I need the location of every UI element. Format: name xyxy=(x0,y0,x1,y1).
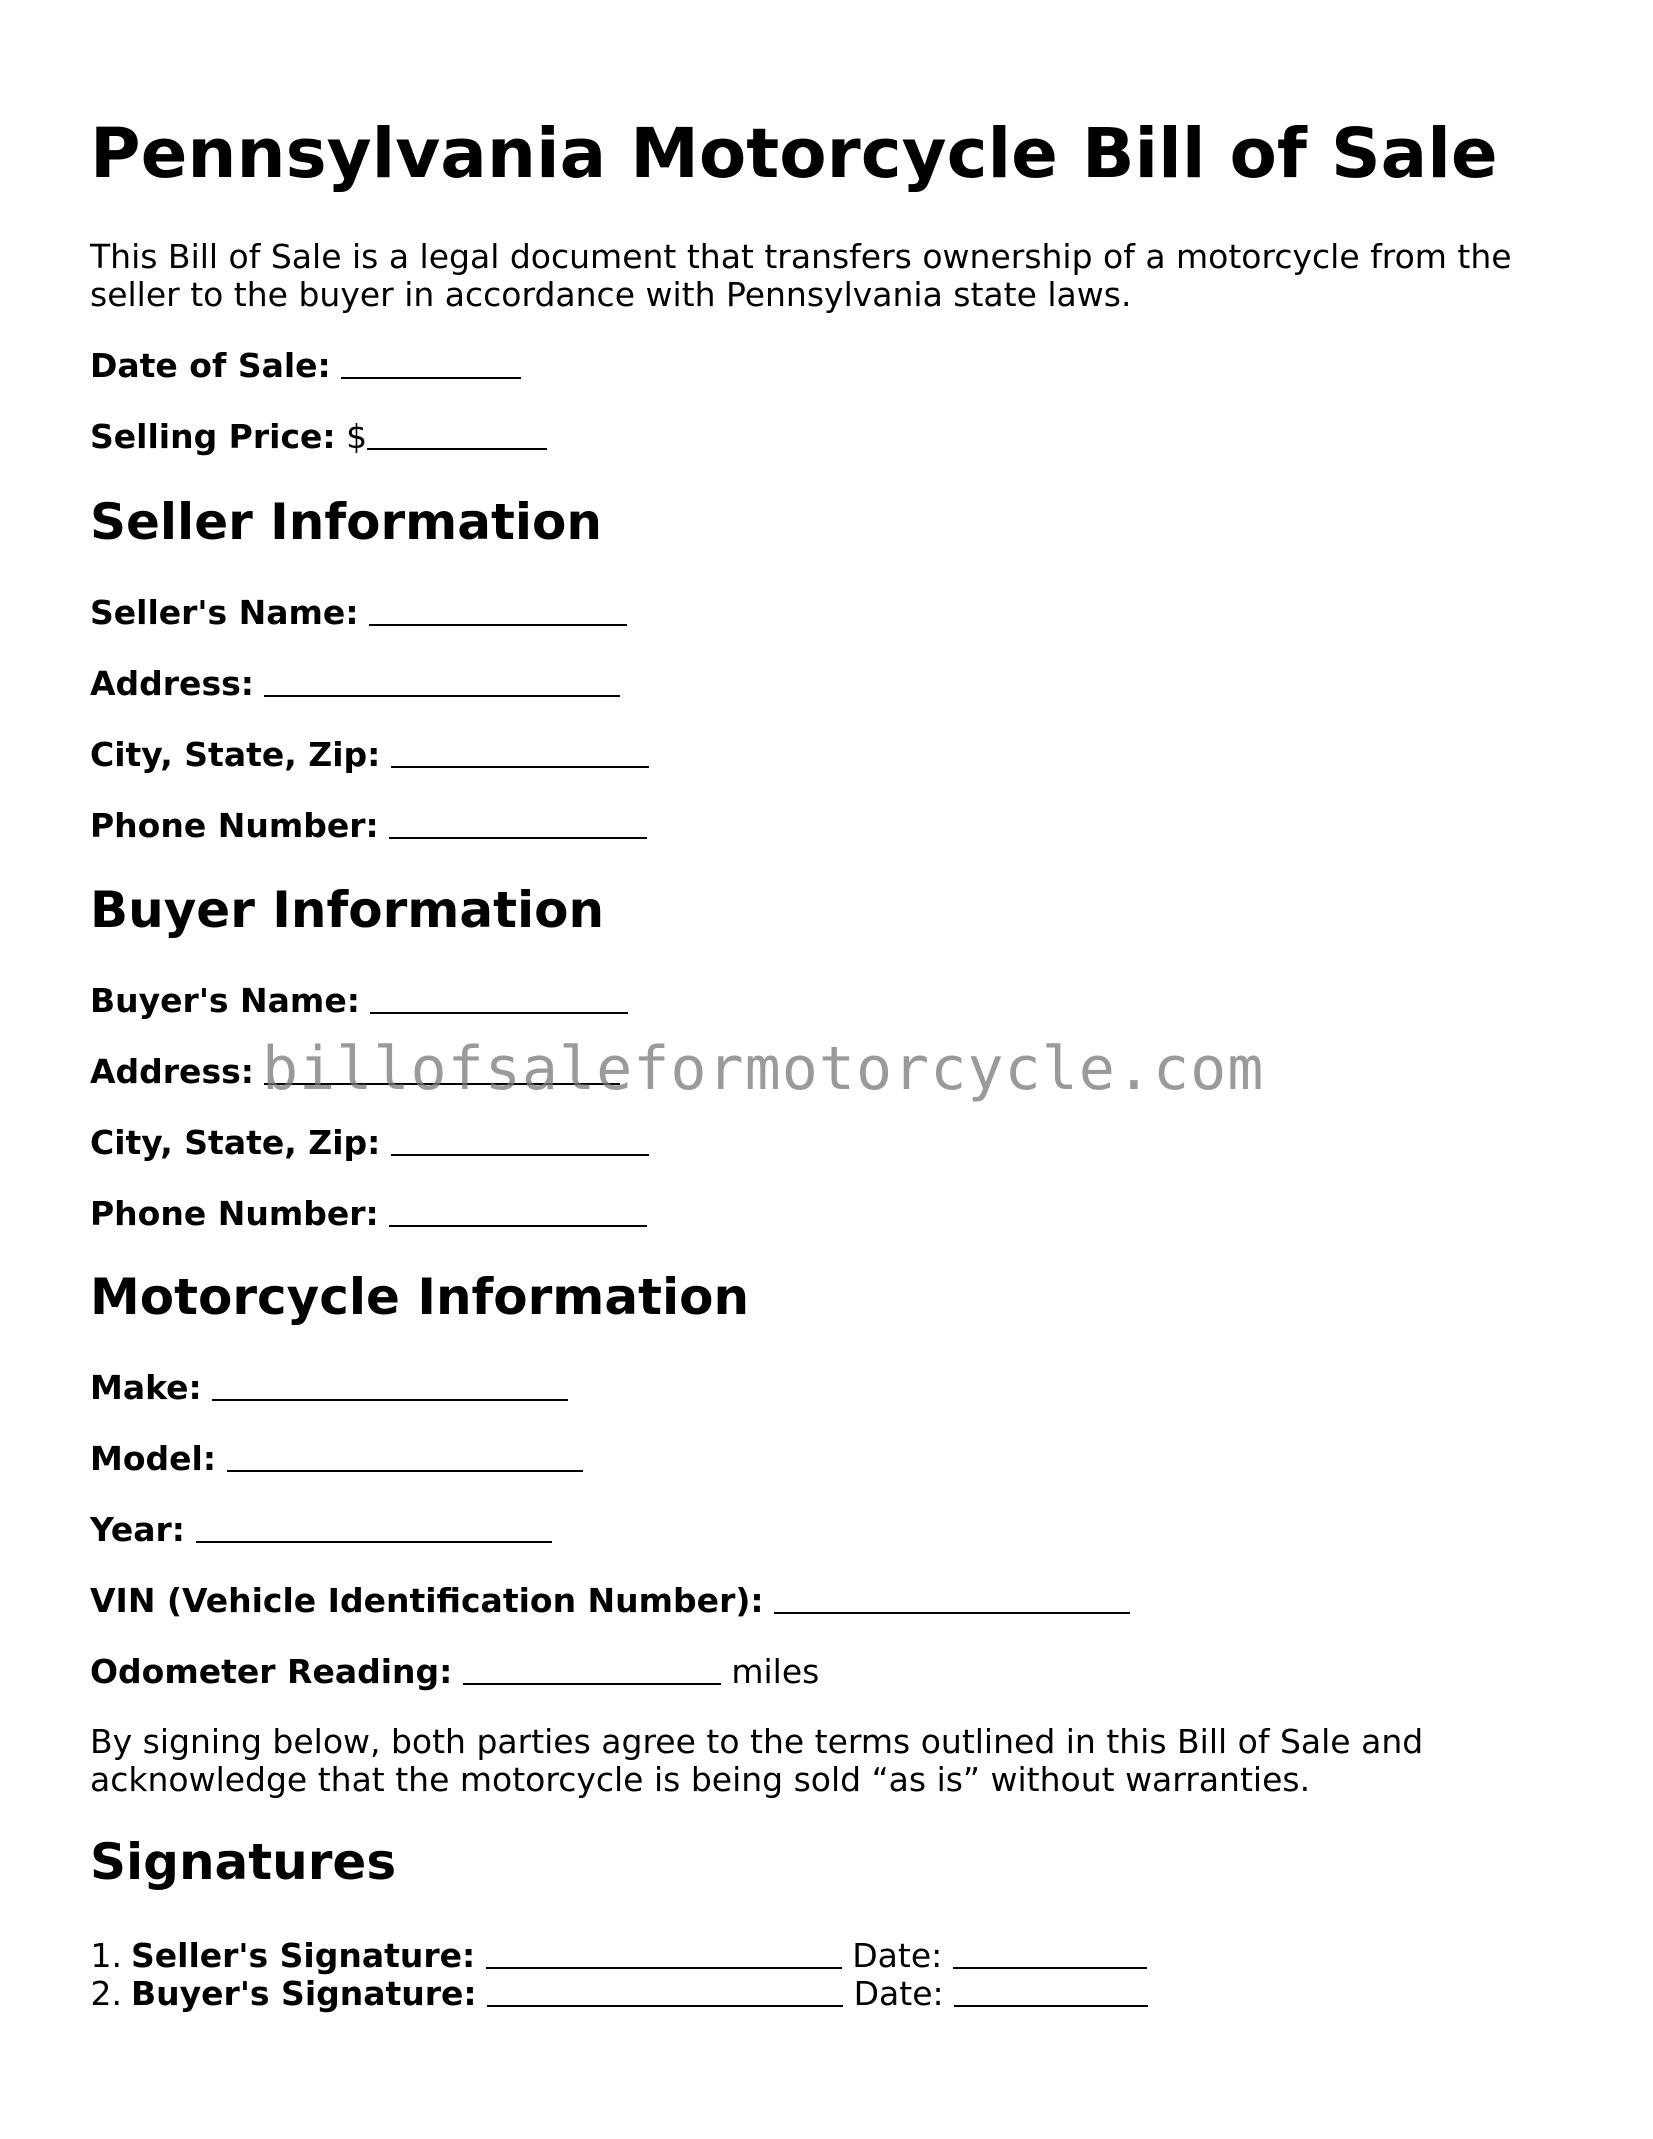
buyer-section-heading: Buyer Information xyxy=(90,881,605,939)
seller-date-label: Date: xyxy=(852,1936,943,1975)
buyer-city-line[interactable] xyxy=(391,1148,649,1156)
buyer-name-field xyxy=(90,981,628,1021)
agreement-paragraph: By signing below, both parties agree to the terms outlined in this Bill of Sale and acknowledge that the motorcycle is being sold “as is” without warranties. xyxy=(90,1722,1424,1799)
odometer-unit: miles xyxy=(731,1652,820,1691)
seller-name-label: Seller's Name: xyxy=(90,593,359,632)
odometer-field xyxy=(90,1652,819,1692)
seller-city-field xyxy=(90,735,649,775)
date-of-sale-label: Date of Sale: xyxy=(90,346,331,385)
vin-field xyxy=(90,1581,1130,1621)
watermark-text: billofsaleformotorcycle.com xyxy=(262,1034,1265,1104)
buyer-date-line[interactable] xyxy=(954,1999,1148,2007)
intro-paragraph: This Bill of Sale is a legal document that transfers ownership of a motorcycle from the seller to the buyer in accordance with Pennsylvania state laws. xyxy=(90,237,1512,314)
signatures-section-heading: Signatures xyxy=(90,1833,397,1891)
motorcycle-section-heading: Motorcycle Information xyxy=(90,1268,750,1326)
seller-signature-line[interactable] xyxy=(486,1961,842,1969)
vin-label: VIN (Vehicle Identification Number): xyxy=(90,1581,764,1620)
seller-phone-line[interactable] xyxy=(389,831,647,839)
seller-phone-label: Phone Number: xyxy=(90,806,379,845)
seller-city-label: City, State, Zip: xyxy=(90,735,381,774)
seller-address-label: Address: xyxy=(90,664,254,703)
year-field xyxy=(90,1510,552,1550)
seller-city-line[interactable] xyxy=(391,760,649,768)
seller-section-heading: Seller Information xyxy=(90,493,602,551)
buyer-signature-item xyxy=(90,1975,1148,2013)
selling-price-line[interactable] xyxy=(367,442,547,450)
buyer-phone-line[interactable] xyxy=(389,1219,647,1227)
seller-name-line[interactable] xyxy=(369,618,627,626)
odometer-line[interactable] xyxy=(463,1677,721,1685)
odometer-label: Odometer Reading: xyxy=(90,1652,453,1691)
buyer-name-label: Buyer's Name: xyxy=(90,981,360,1020)
buyer-signature-label: Buyer's Signature: xyxy=(131,1974,477,2013)
seller-address-line[interactable] xyxy=(264,689,620,697)
document-title: Pennsylvania Motorcycle Bill of Sale xyxy=(90,114,1498,194)
date-of-sale-field xyxy=(90,346,521,386)
date-of-sale-line[interactable] xyxy=(341,371,521,379)
model-label: Model: xyxy=(90,1439,217,1478)
buyer-address-line[interactable] xyxy=(264,1077,620,1085)
buyer-date-label: Date: xyxy=(853,1974,944,2013)
buyer-address-field xyxy=(90,1052,620,1092)
buyer-phone-label: Phone Number: xyxy=(90,1194,379,1233)
selling-price-field xyxy=(90,417,547,457)
seller-signature-item xyxy=(90,1937,1148,1975)
buyer-phone-field xyxy=(90,1194,647,1234)
buyer-name-line[interactable] xyxy=(370,1006,628,1014)
seller-address-field xyxy=(90,664,620,704)
list-number: 2. xyxy=(90,1974,122,2013)
year-label: Year: xyxy=(90,1510,185,1549)
make-label: Make: xyxy=(90,1368,202,1407)
buyer-city-label: City, State, Zip: xyxy=(90,1123,381,1162)
vin-line[interactable] xyxy=(774,1606,1130,1614)
model-field xyxy=(90,1439,583,1479)
seller-date-line[interactable] xyxy=(953,1961,1147,1969)
seller-name-field xyxy=(90,593,627,633)
list-number: 1. xyxy=(90,1936,122,1975)
model-line[interactable] xyxy=(227,1464,583,1472)
seller-signature-label: Seller's Signature: xyxy=(131,1936,476,1975)
buyer-address-label: Address: xyxy=(90,1052,254,1091)
currency-symbol: $ xyxy=(346,417,368,456)
buyer-signature-line[interactable] xyxy=(487,1999,843,2007)
make-line[interactable] xyxy=(212,1393,568,1401)
selling-price-label: Selling Price: xyxy=(90,417,336,456)
seller-phone-field xyxy=(90,806,647,846)
buyer-city-field xyxy=(90,1123,649,1163)
signature-list xyxy=(90,1937,1148,2013)
make-field xyxy=(90,1368,568,1408)
year-line[interactable] xyxy=(196,1535,552,1543)
